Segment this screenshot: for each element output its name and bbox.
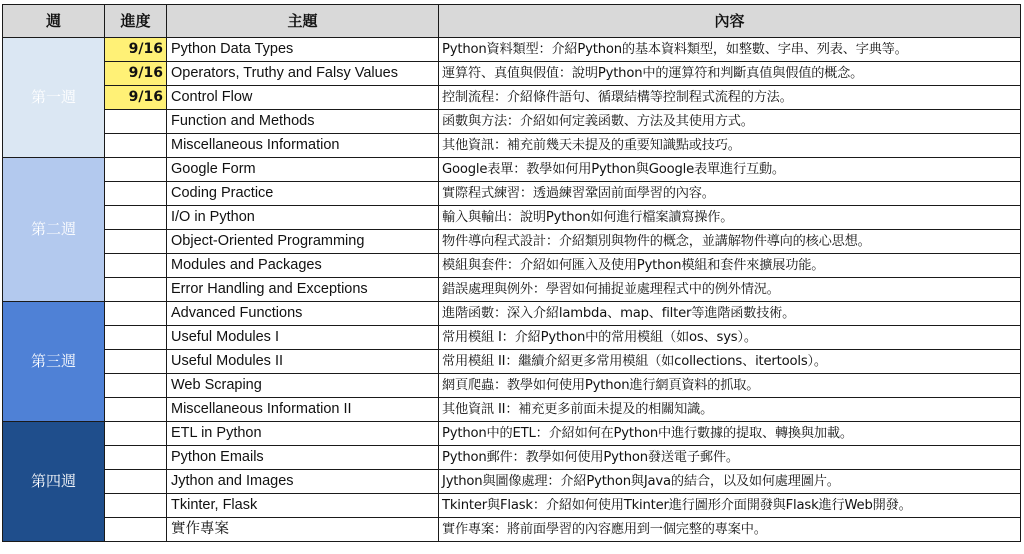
progress-cell <box>105 470 167 494</box>
table-row <box>3 110 1021 134</box>
table-row <box>3 422 1021 446</box>
progress-cell <box>105 446 167 470</box>
topic-cell: Useful Modules I <box>167 326 439 350</box>
progress-cell: 9/16 <box>105 62 167 86</box>
week-label-cell: 第一週 <box>3 38 105 158</box>
content-cell: Jython與圖像處理：介紹Python與Java的結合，以及如何處理圖片。 <box>439 470 1021 494</box>
topic-cell: Python Data Types <box>167 38 439 62</box>
progress-cell <box>105 134 167 158</box>
topic-cell: Useful Modules II <box>167 350 439 374</box>
content-cell: Python中的ETL：介紹如何在Python中進行數據的提取、轉換與加載。 <box>439 422 1021 446</box>
progress-cell <box>105 182 167 206</box>
content-cell: 錯誤處理與例外：學習如何捕捉並處理程式中的例外情況。 <box>439 278 1021 302</box>
table-row <box>3 86 1021 110</box>
progress-cell <box>105 422 167 446</box>
content-cell: 網頁爬蟲：教學如何使用Python進行網頁資料的抓取。 <box>439 374 1021 398</box>
content-cell: 常用模組 II：繼續介紹更多常用模組（如collections、itertools）。 <box>439 350 1021 374</box>
topic-cell: Control Flow <box>167 86 439 110</box>
topic-cell: I/O in Python <box>167 206 439 230</box>
progress-cell <box>105 302 167 326</box>
table-header-row <box>3 5 1021 38</box>
topic-cell: Tkinter, Flask <box>167 494 439 518</box>
topic-cell: Error Handling and Exceptions <box>167 278 439 302</box>
table-row <box>3 470 1021 494</box>
table-row <box>3 38 1021 62</box>
topic-cell: ETL in Python <box>167 422 439 446</box>
content-cell: 進階函數：深入介紹lambda、map、filter等進階函數技術。 <box>439 302 1021 326</box>
progress-cell <box>105 374 167 398</box>
topic-cell: Operators, Truthy and Falsy Values <box>167 62 439 86</box>
table-row <box>3 158 1021 182</box>
content-cell: 其他資訊：補充前幾天未提及的重要知識點或技巧。 <box>439 134 1021 158</box>
header-content: 內容 <box>439 5 1021 38</box>
progress-cell <box>105 110 167 134</box>
progress-cell <box>105 398 167 422</box>
table-row <box>3 302 1021 326</box>
content-cell: 模組與套件：介紹如何匯入及使用Python模組和套件來擴展功能。 <box>439 254 1021 278</box>
progress-cell <box>105 254 167 278</box>
header-topic: 主題 <box>167 5 439 38</box>
topic-cell: Advanced Functions <box>167 302 439 326</box>
week-label-cell: 第四週 <box>3 422 105 542</box>
content-cell: Google表單：教學如何用Python與Google表單進行互動。 <box>439 158 1021 182</box>
topic-cell: Miscellaneous Information II <box>167 398 439 422</box>
topic-cell: 實作專案 <box>167 518 439 542</box>
topic-cell: Object-Oriented Programming <box>167 230 439 254</box>
content-cell: Tkinter與Flask：介紹如何使用Tkinter進行圖形介面開發與Flask進行Web開發。 <box>439 494 1021 518</box>
topic-cell: Python Emails <box>167 446 439 470</box>
progress-cell <box>105 494 167 518</box>
content-cell: Python郵件：教學如何使用Python發送電子郵件。 <box>439 446 1021 470</box>
table-row <box>3 374 1021 398</box>
topic-cell: Modules and Packages <box>167 254 439 278</box>
schedule-table-container <box>2 4 1021 542</box>
header-progress: 進度 <box>105 5 167 38</box>
content-cell: Python資料類型：介紹Python的基本資料類型，如整數、字串、列表、字典等。 <box>439 38 1021 62</box>
content-cell: 常用模組 I：介紹Python中的常用模組（如os、sys）。 <box>439 326 1021 350</box>
topic-cell: Miscellaneous Information <box>167 134 439 158</box>
table-row <box>3 134 1021 158</box>
progress-cell <box>105 326 167 350</box>
topic-cell: Function and Methods <box>167 110 439 134</box>
topic-cell: Google Form <box>167 158 439 182</box>
content-cell: 運算符、真值與假值：說明Python中的運算符和判斷真值與假值的概念。 <box>439 62 1021 86</box>
content-cell: 函數與方法：介紹如何定義函數、方法及其使用方式。 <box>439 110 1021 134</box>
table-row <box>3 230 1021 254</box>
content-cell: 控制流程：介紹條件語句、循環結構等控制程式流程的方法。 <box>439 86 1021 110</box>
week-label-cell: 第二週 <box>3 158 105 302</box>
topic-cell: Web Scraping <box>167 374 439 398</box>
content-cell: 物件導向程式設計：介紹類別與物件的概念，並講解物件導向的核心思想。 <box>439 230 1021 254</box>
content-cell: 實作專案：將前面學習的內容應用到一個完整的專案中。 <box>439 518 1021 542</box>
table-row <box>3 62 1021 86</box>
table-row <box>3 494 1021 518</box>
progress-cell <box>105 278 167 302</box>
table-row <box>3 350 1021 374</box>
content-cell: 輸入與輸出：說明Python如何進行檔案讀寫操作。 <box>439 206 1021 230</box>
table-row <box>3 518 1021 542</box>
progress-cell <box>105 350 167 374</box>
table-row <box>3 446 1021 470</box>
course-schedule-table <box>2 4 1021 542</box>
progress-cell <box>105 518 167 542</box>
table-row <box>3 254 1021 278</box>
table-row <box>3 182 1021 206</box>
content-cell: 實際程式練習：透過練習鞏固前面學習的內容。 <box>439 182 1021 206</box>
progress-cell <box>105 230 167 254</box>
table-row <box>3 326 1021 350</box>
table-body <box>3 38 1021 542</box>
topic-cell: Coding Practice <box>167 182 439 206</box>
progress-cell <box>105 206 167 230</box>
table-row <box>3 278 1021 302</box>
content-cell: 其他資訊 II：補充更多前面未提及的相關知識。 <box>439 398 1021 422</box>
week-label-cell: 第三週 <box>3 302 105 422</box>
progress-cell: 9/16 <box>105 38 167 62</box>
topic-cell: Jython and Images <box>167 470 439 494</box>
header-week: 週 <box>3 5 105 38</box>
table-row <box>3 206 1021 230</box>
table-row <box>3 398 1021 422</box>
progress-cell: 9/16 <box>105 86 167 110</box>
progress-cell <box>105 158 167 182</box>
